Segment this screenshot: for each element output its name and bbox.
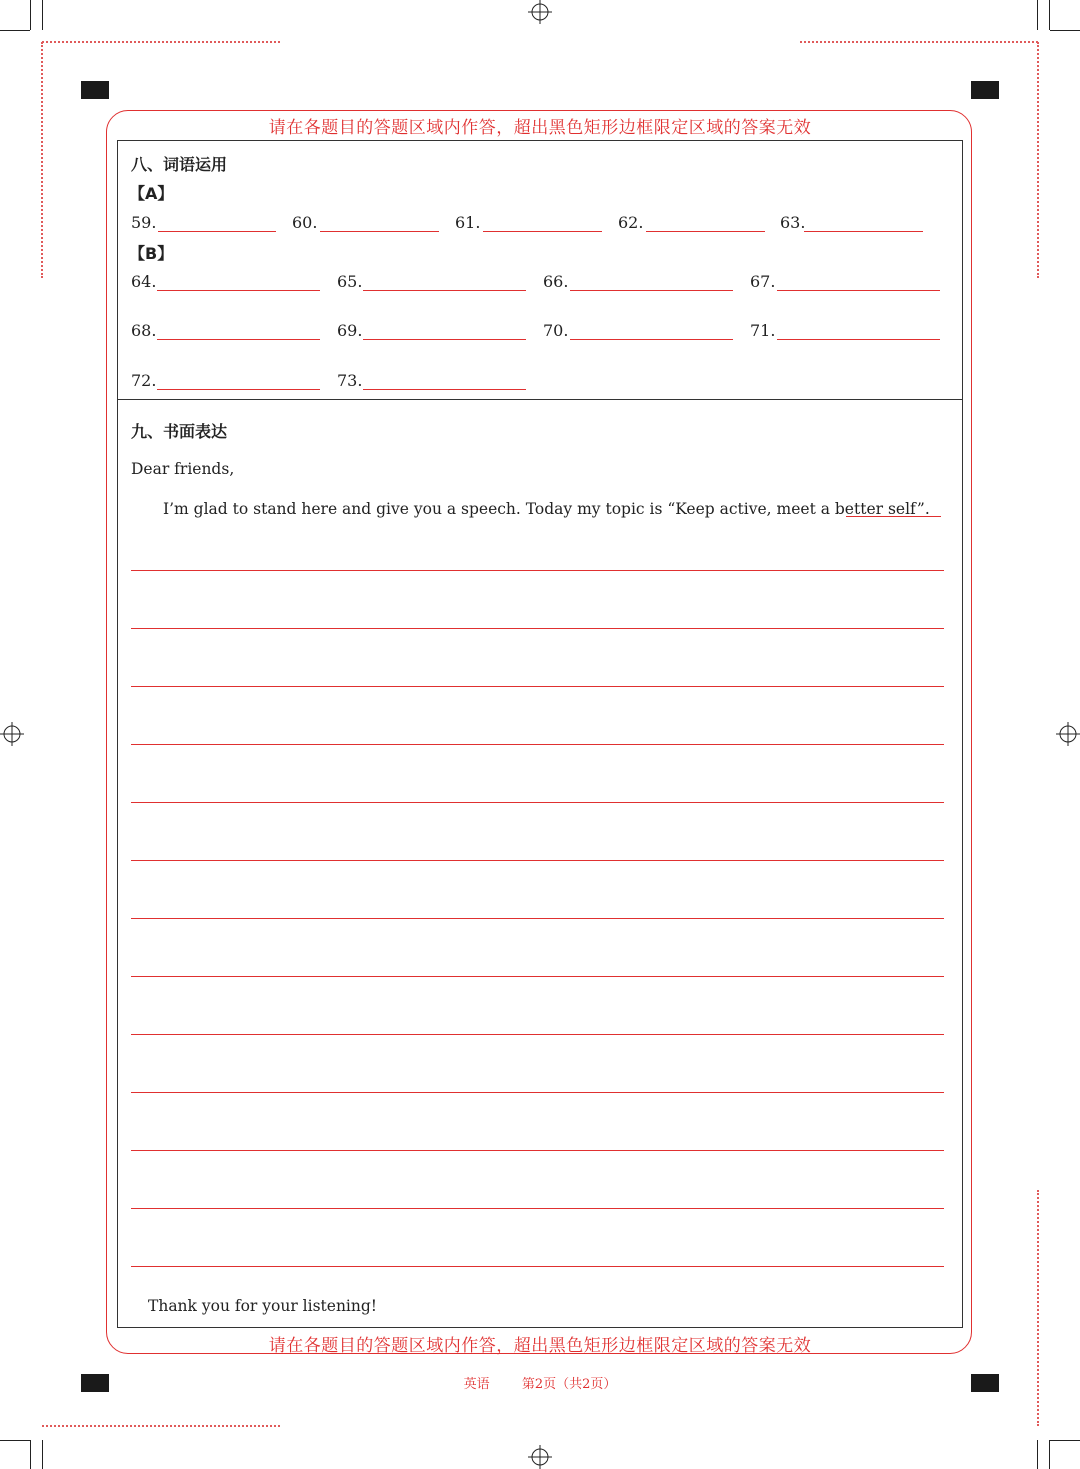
answer-line [570,290,733,291]
answer-blank-71[interactable] [750,318,940,340]
item-number: 68. [131,321,157,340]
section8-title: 八、词语运用 [131,155,228,174]
crop-mark [42,1440,43,1469]
answer-line [363,290,526,291]
answer-line [157,389,320,390]
answer-line [804,231,923,232]
item-number: 71. [750,321,776,340]
answer-blank-65[interactable] [337,269,526,291]
crop-mark [1037,0,1038,30]
crop-mark [0,1440,30,1441]
writing-line[interactable] [131,1092,944,1093]
registration-crosshair-icon [528,0,552,24]
writing-line[interactable] [131,744,944,745]
item-number: 63. [780,213,806,232]
letter-greeting: Dear friends, [131,460,235,478]
crop-mark [42,0,43,30]
dotted-guide [1037,42,1039,278]
item-number: 60. [292,213,318,232]
answer-blank-60[interactable] [292,210,439,232]
answer-blank-68[interactable] [131,318,320,340]
writing-line[interactable] [131,570,944,571]
item-number: 67. [750,272,776,291]
item-number: 72. [131,371,157,390]
letter-closing: Thank you for your listening! [148,1297,378,1315]
answer-blank-69[interactable] [337,318,526,340]
writing-line[interactable] [131,628,944,629]
answer-line [157,339,320,340]
crop-mark [1050,30,1080,31]
answer-blank-59[interactable] [131,210,276,232]
section8-part-a: 【A】 [129,184,174,203]
writing-line[interactable] [131,976,944,977]
answer-line [157,290,320,291]
crop-mark [1037,1440,1038,1469]
answer-line [777,339,940,340]
item-number: 69. [337,321,363,340]
section-divider [117,399,963,400]
answer-line [646,231,765,232]
warning-top: 请在各题目的答题区域内作答，超出黑色矩形边框限定区域的答案无效 [268,118,812,138]
answer-blank-66[interactable] [543,269,733,291]
positioning-mark [81,81,109,99]
item-number: 64. [131,272,157,291]
footer-page: 第2页（共2页） [521,1377,617,1392]
answer-line [570,339,733,340]
answer-line [363,389,526,390]
answer-line [320,231,439,232]
answer-line [363,339,526,340]
page-footer [0,1373,1080,1392]
item-number: 61. [455,213,481,232]
answer-line [158,231,276,232]
answer-blank-67[interactable] [750,269,940,291]
answer-blank-64[interactable] [131,269,320,291]
item-number: 70. [543,321,569,340]
writing-line[interactable] [131,1150,944,1151]
writing-line[interactable] [131,802,944,803]
answer-blank-70[interactable] [543,318,733,340]
dotted-guide [800,41,1038,43]
answer-blank-73[interactable] [337,368,526,390]
dotted-guide [42,1425,280,1427]
writing-line[interactable] [131,1266,944,1267]
letter-opening: I’m glad to stand here and give you a speech. Today my topic is “Keep active, meet a better self”. [163,500,930,518]
answer-line [483,231,602,232]
positioning-mark [971,81,999,99]
crop-mark [0,30,30,31]
writing-line[interactable] [131,1208,944,1209]
answer-blank-62[interactable] [618,210,765,232]
registration-crosshair-icon [1056,722,1080,746]
crop-mark [1049,1440,1050,1469]
footer-subject: 英语 [463,1377,490,1392]
item-number: 62. [618,213,644,232]
item-number: 59. [131,213,157,232]
dotted-guide [41,42,43,278]
writing-line-inline[interactable] [846,516,941,517]
registration-crosshair-icon [528,1445,552,1469]
writing-line[interactable] [131,860,944,861]
crop-mark [1050,1440,1080,1441]
registration-crosshair-icon [0,722,24,746]
answer-blank-63[interactable] [780,210,923,232]
answer-blank-61[interactable] [455,210,602,232]
crop-mark [1049,0,1050,30]
warning-bottom: 请在各题目的答题区域内作答，超出黑色矩形边框限定区域的答案无效 [268,1336,812,1356]
item-number: 65. [337,272,363,291]
writing-line[interactable] [131,918,944,919]
section8-part-b: 【B】 [129,244,174,263]
answer-blank-72[interactable] [131,368,320,390]
dotted-guide [42,41,280,43]
crop-mark [30,0,31,30]
writing-line[interactable] [131,686,944,687]
writing-line[interactable] [131,1034,944,1035]
item-number: 73. [337,371,363,390]
crop-mark [30,1440,31,1469]
section9-title: 九、书面表达 [131,422,228,441]
answer-line [777,290,940,291]
item-number: 66. [543,272,569,291]
